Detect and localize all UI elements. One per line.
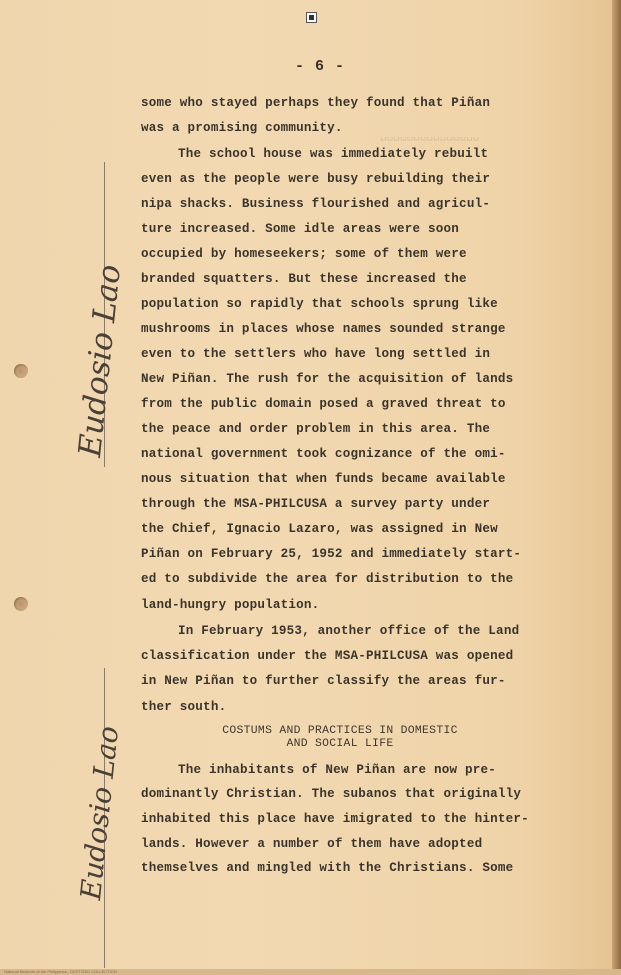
binder-hole-upper: [14, 364, 28, 378]
signature-lower: Eudosio Lao: [74, 724, 126, 902]
section-heading-line1: COSTUMS AND PRACTICES IN DOMESTIC: [222, 725, 458, 737]
text-line: was a promising community.: [141, 121, 343, 135]
text-line: national government took cognizance of the omi-: [141, 447, 506, 461]
signature-upper: Eudosio Lao: [72, 262, 128, 459]
bleed-through-text: ␣␣␣␣␣␣␣␣␣␣␣␣␣␣␣: [380, 130, 480, 142]
page-number: - 6 -: [294, 58, 345, 75]
section-heading-line2: AND SOCIAL LIFE: [286, 738, 394, 750]
text-line: Piñan on February 25, 1952 and immediately start-: [141, 547, 522, 561]
text-line: themselves and mingled with the Christians. Some: [141, 861, 514, 875]
text-line: ther south.: [141, 700, 227, 714]
text-line: even to the settlers who have long settled in: [141, 347, 491, 361]
text-line: the peace and order problem in this area. The: [141, 422, 491, 436]
text-line: nipa shacks. Business flourished and agricul-: [141, 197, 491, 211]
text-line: mushrooms in places whose names sounded strange: [141, 322, 506, 336]
text-line: The school house was immediately rebuilt: [178, 147, 489, 161]
text-line: even as the people were busy rebuilding their: [141, 172, 491, 186]
text-line: nous situation that when funds became available: [141, 472, 506, 486]
punch-icon: [306, 12, 317, 23]
text-line: New Piñan. The rush for the acquisition of lands: [141, 372, 514, 386]
text-line: land-hungry population.: [141, 598, 320, 612]
text-line: the Chief, Ignacio Lazaro, was assigned in New: [141, 522, 498, 536]
paper-edge: [612, 0, 621, 975]
binder-hole-lower: [14, 597, 28, 611]
text-line: lands. However a number of them have adopted: [141, 837, 483, 851]
text-line: branded squatters. But these increased the: [141, 272, 467, 286]
text-line: classification under the MSA-PHILCUSA was opened: [141, 649, 514, 663]
text-line: ed to subdivide the area for distribution to the: [141, 572, 514, 586]
text-line: from the public domain posed a graved threat to: [141, 397, 506, 411]
text-line: ture increased. Some idle areas were soon: [141, 222, 460, 236]
text-line: through the MSA-PHILCUSA a survey party under: [141, 497, 491, 511]
footer-note: National Museum of the Philippines - DIGITIZED COLLECTION: [4, 969, 117, 974]
text-line: occupied by homeseekers; some of them were: [141, 247, 467, 261]
text-line: in New Piñan to further classify the areas fur-: [141, 674, 506, 688]
text-line: some who stayed perhaps they found that Piñan: [141, 96, 491, 110]
text-line: dominantly Christian. The subanos that originally: [141, 787, 522, 801]
text-line: In February 1953, another office of the Land: [178, 624, 520, 638]
text-line: The inhabitants of New Piñan are now pre-: [178, 763, 497, 777]
text-line: inhabited this place have imigrated to the hinter-: [141, 812, 529, 826]
text-line: population so rapidly that schools sprung like: [141, 297, 498, 311]
section-heading: [140, 725, 540, 751]
